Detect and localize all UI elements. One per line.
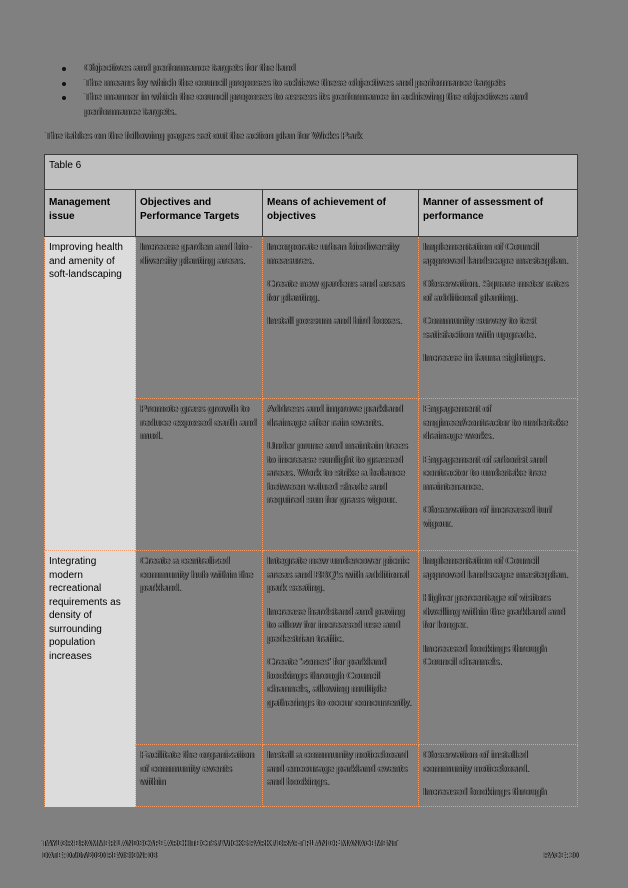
- page-number: PAGE: 30: [543, 851, 578, 860]
- means-cell: Incorporate urban biodiversity measures. Create new gardens and areas for planting. Install possum and bird boxes.: [263, 237, 419, 399]
- management-issue-continued: [45, 745, 136, 807]
- assessment-cell: Observation of installed community noticeboard. Increased bookings through: [419, 745, 578, 807]
- page-footer: [42, 838, 582, 862]
- intro-paragraph: The tables on the following pages set out the action plan for Wicks Park: [45, 131, 362, 142]
- objective-cell: Increase garden and bio-diversity planting areas.: [136, 237, 263, 399]
- management-issue-continued: [45, 399, 136, 551]
- column-header: Objectives and Performance Targets: [136, 190, 263, 237]
- column-header: Manner of assessment of performance: [419, 190, 578, 237]
- objectives-bullet-list: [62, 62, 562, 120]
- bullet-icon: [62, 82, 66, 86]
- bullet-item: The manner in which the council proposes to assess its performance in achieving the objectives and performance targets.: [62, 91, 562, 120]
- means-cell: Integrate new undercover picnic areas and BBQ's with additional park seating. Increase hardstand and paving to allow for increased use and pedestrian traffic. Create 'zones' for parkland bookings through Council channels, allowing multiple gatherings to occur concurrently.: [263, 551, 419, 745]
- table-header-row: [45, 190, 578, 237]
- assessment-cell: Implementation of Council approved landscape masterplan. Observation. Square meter rates of additional planting. Community survey to test satisfaction with upgrade. Increase in fauna sightings.: [419, 237, 578, 399]
- table-row: [45, 551, 578, 745]
- means-cell: Install a community noticeboard and encourage parkland events and bookings.: [263, 745, 419, 807]
- footer-date-revision: DATE: 07/07/2020 REVISION: 03: [42, 851, 157, 860]
- objective-cell: Facilitate the organization of community events within: [136, 745, 263, 807]
- table-row: [45, 399, 578, 551]
- management-issue: Improving health and amenity of soft-landscaping: [45, 237, 136, 399]
- means-cell: Address and improve parkland drainage after rain events. Under prune and maintain trees to increase sunlight to grassed areas. Work to strike a balance between valued shade and required sun for grass vigour.: [263, 399, 419, 551]
- assessment-cell: Implementation of Council approved landscape masterplan. Higher percentage of visitors dwelling within the parkland and for longer. Increased bookings through Council channels.: [419, 551, 578, 745]
- bullet-item: Objectives and performance targets for the land: [62, 62, 562, 77]
- objective-cell: Create a centralized community hub within the parkland.: [136, 551, 263, 745]
- management-issue: Integrating modern recreational requirements as density of surrounding population increases: [45, 551, 136, 745]
- table-caption-row: [45, 155, 578, 190]
- action-plan-table: [44, 154, 578, 807]
- column-header: Means of achievement of objectives: [263, 190, 419, 237]
- table-row: [45, 237, 578, 399]
- assessment-cell: Engagement of engineer/contractor to undertake drainage works. Engagement of arborist and contractor to undertake tree maintenance. Observation of increased turf vigour.: [419, 399, 578, 551]
- objective-cell: Promote grass growth to reduce exposed earth and mud.: [136, 399, 263, 551]
- bullet-item: The means by which the council proposes to achieve these objectives and performance targets: [62, 77, 562, 92]
- footer-title: TAYLOR BRAMMER LANDSCAPE ARCHITECTS / WICKS PARK / DRAFT PLAN OF MANAGEMENT: [42, 839, 398, 848]
- table-caption: Table 6: [45, 155, 578, 190]
- bullet-icon: [62, 67, 66, 71]
- column-header: Management issue: [45, 190, 136, 237]
- bullet-icon: [62, 96, 66, 100]
- table-row: [45, 745, 578, 807]
